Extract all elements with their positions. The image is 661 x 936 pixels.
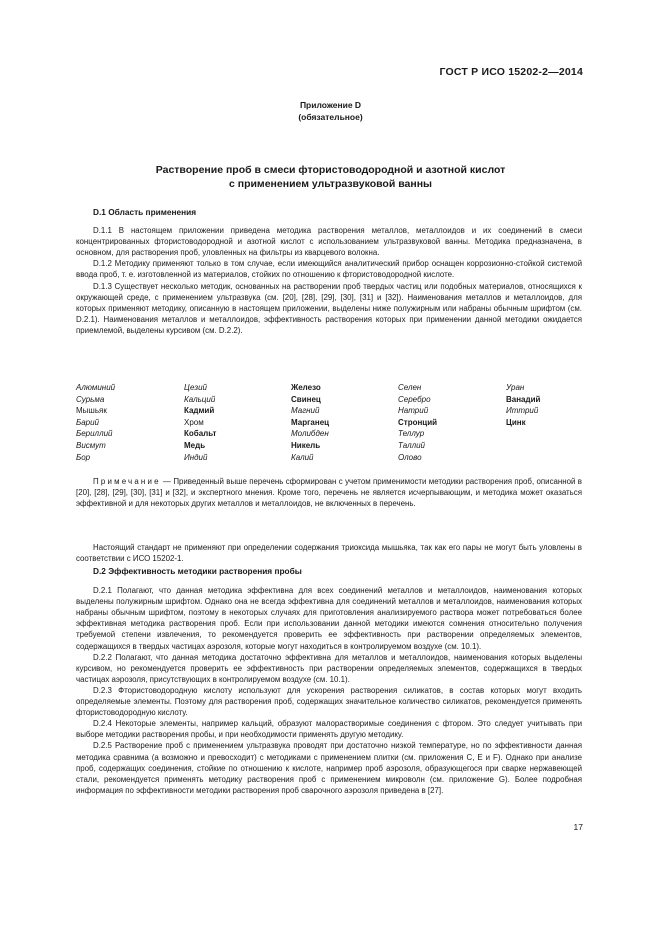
element-name: Цезий [184, 383, 207, 392]
note-label: Примечание [93, 477, 161, 486]
arsenic-paragraph: Настоящий стандарт не применяют при определении содержания триоксида мышьяка, так как его пары не могут быть уловлены в соответствии с ИСО 15202-1. [76, 543, 582, 564]
element-column-4 [398, 382, 437, 463]
paragraph-d2-4: D.2.4 Некоторые элементы, например кальций, образуют малорастворимые соединения с фтором. Это следует учитывать при выборе методики растворения пробы, и при необходимости применять другую методику. [76, 719, 582, 740]
element-name: Кобальт [184, 429, 217, 439]
element-name: Алюминий [76, 383, 116, 392]
element-column-3 [291, 382, 329, 463]
element-column-2 [184, 382, 216, 463]
page-number: 17 [573, 822, 583, 832]
element-column-1 [76, 382, 115, 463]
annex-label: Приложение D [299, 100, 362, 110]
element-name: Индий [184, 452, 208, 462]
section-d1 [76, 207, 582, 336]
element-name: Таллий [398, 440, 425, 450]
element-name: Калий [291, 452, 314, 462]
annex-status: (обязательное) [298, 112, 363, 122]
element-column-5 [506, 382, 540, 428]
paragraph-d1-2: D.1.2 Методику применяют только в том случае, если имеющийся аналитический прибор оснащен коррозионно-стойкой системой ввода проб, т. е. изготовленной из материалов, стойких по отношению к фтористоводородной кислоте. [76, 259, 582, 280]
paragraph-d1-1: D.1.1 В настоящем приложении приведена методика растворения металлов, металлоидов и их соединений в смеси концентрированных фтористоводородной и азотной кислот с использованием ультразвуковой ванны. Методика предназначена, в основном, для растворения проб, уловленных на фильтры из кварцевого волокна. [76, 226, 582, 258]
arsenic-paragraph-block [76, 542, 582, 564]
annex-title-line-1: Растворение проб в смеси фтористоводородной и азотной кислот [155, 164, 506, 176]
element-name: Медь [184, 440, 206, 450]
element-name: Висмут [76, 440, 106, 450]
element-name: Сурьма [76, 394, 105, 404]
element-name: Магний [291, 406, 320, 416]
element-name: Уран [506, 383, 525, 392]
paragraph-d1-3: D.1.3 Существует несколько методик, основанных на растворении проб твердых частиц или подобных материалов, относящихся к окружающей среде, с применением ультразвука (см. [20], [28], [29], [30], [31] и [32]). Наименования металлов и металлоидов, для которых применяют методику, описанную в настоящем приложении, выделены ниже полужирным или набраны обычным шрифтом (см. D.2.1). Наименования металлов и металлоидов, эффективность растворения которых при применении данной методики ожидается приемлемой, выделены курсивом (см. D.2.2). [76, 281, 582, 335]
element-name: Теллур [398, 429, 425, 439]
element-name: Олово [398, 452, 422, 462]
element-name: Натрий [398, 406, 429, 416]
paragraph-d2-1: D.2.1 Полагают, что данная методика эффективна для всех соединений металлов и металлоидов, наименования которых выделены полужирным шрифтом. Однако она не всегда эффективна для соединений металлов и металлоидов, наименования которых набраны обычным шрифтом, поэтому в некоторых случаях для приготовления анализируемого раствора может потребоваться более эффективная методика растворения проб. Если при использовании данной методики имеются сомнения относительно получения требуемой степени извлечения, то рекомендуется проверить ее эффективность при растворении определяемых элементов, содержащихся в твердых частицах аэрозоля, которые могут находиться в контролируемом воздухе (см. 10.1). [76, 586, 582, 651]
element-name: Никель [291, 440, 321, 450]
element-name: Железо [291, 383, 321, 392]
element-name: Молибден [291, 429, 329, 439]
section-d2 [76, 566, 582, 796]
annex-heading [0, 99, 661, 123]
element-name: Стронций [398, 417, 438, 427]
element-name: Иттрий [506, 406, 539, 416]
section-d2-heading: D.2 Эффективность методики растворения пробы [93, 566, 302, 576]
element-name: Бериллий [76, 429, 113, 439]
paragraph-d2-3: D.2.3 Фтористоводородную кислоту используют для ускорения растворения силикатов, в состав которых могут входить определяемые элементы. Поэтому для растворения проб, содержащих значительное количество силикатов, рекомендуется применять фтористоводородную кислоту. [76, 685, 582, 718]
element-name: Селен [398, 383, 422, 392]
paragraph-d2-2: D.2.2 Полагают, что данная методика достаточно эффективна для металлов и металлоидов, наименования которых выделены курсивом, но рекомендуется проверить ее эффективность при растворении определяемых элементов, содержащихся в твердых частицах аэрозоля, присутствующих в контролируемом воздухе (см. 10.1). [76, 652, 582, 684]
element-name: Ванадий [506, 394, 541, 404]
element-name: Мышьяк [76, 406, 107, 416]
section-d1-heading: D.1 Область применения [93, 207, 197, 217]
annex-title [60, 163, 601, 191]
element-name: Барий [76, 417, 100, 427]
paragraph-d2-5: D.2.5 Растворение проб с применением ультразвука проводят при достаточно низкой температуре, но по эффективности данная методика сравнима (а возможно и превосходит) с методиками с применением плитки (см. приложения C, E и F). Однако при анализе проб, содержащих соединения, стойкие по отношению к кислоте, например проб аэрозоля, образующегося при сварке нержавеющей стали, рекомендуется применять методику растворения проб с применением микроволн (см. приложение G). Более подробная информация по эффективности методики растворения проб сварочного аэрозоля приведена в [27]. [76, 741, 582, 795]
note-paragraph [76, 476, 582, 509]
element-list [76, 382, 582, 462]
element-name: Серебро [398, 394, 431, 404]
element-name: Свинец [291, 394, 321, 404]
note-text: — Приведенный выше перечень сформирован с учетом применимости методики растворения проб, описанной в [20], [28], [29], [30], [31] и [32], и экспертного мнения. Кроме того, перечень не является исчерпывающим, и методика может оказаться эффективной и для некоторых других металлов и металлоидов, не включенных в перечень. [76, 477, 582, 509]
element-name: Кальций [184, 394, 216, 404]
element-name: Бор [76, 452, 91, 462]
element-name: Кадмий [184, 406, 215, 416]
element-name: Марганец [291, 417, 330, 427]
note-block [76, 476, 582, 509]
annex-title-line-2: с применением ультразвуковой ванны [228, 178, 433, 190]
standard-designation: ГОСТ Р ИСО 15202-2—2014 [439, 66, 583, 78]
element-name: Хром [184, 417, 204, 427]
element-name: Цинк [506, 417, 526, 427]
